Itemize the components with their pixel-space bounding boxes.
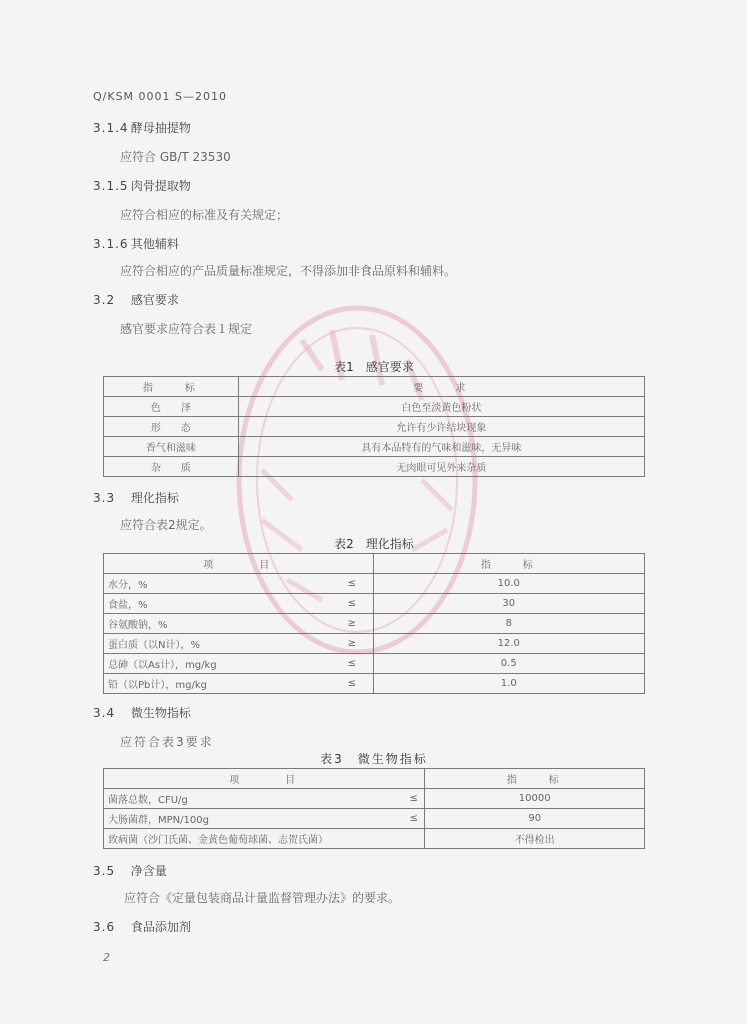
section-number: 3.4: [93, 706, 116, 720]
table-cell: 30: [373, 594, 645, 614]
table-cell: ≤: [403, 789, 425, 809]
table-cell: 香气和滋味: [104, 437, 239, 457]
table-row: [104, 614, 645, 634]
section-3-5-heading: [93, 864, 167, 878]
table-cell: ≤: [331, 594, 373, 614]
table-cell: ≤: [331, 654, 373, 674]
section-title: 酵母抽提物: [130, 121, 191, 135]
table-row: [104, 674, 645, 694]
section-3-2-heading: [93, 293, 179, 307]
section-3-3-heading: [93, 491, 179, 505]
section-3-1-5-heading: [93, 179, 191, 193]
table-row: [104, 829, 645, 849]
section-3-2-body: 感官要求应符合表１规定: [120, 322, 253, 336]
table-header-cell: 指 标: [425, 769, 645, 789]
table-2-caption: 表2 理化指标: [334, 537, 414, 551]
section-3-4-body: 应符合表3要求: [120, 735, 214, 749]
table-header-cell: 项 目: [104, 769, 425, 789]
table-cell: 水分，%: [104, 574, 332, 594]
table-cell: 致病菌（沙门氏菌、金黄色葡萄球菌、志贺氏菌）: [104, 829, 403, 849]
table-cell: 食盐，%: [104, 594, 332, 614]
section-3-1-6-heading: [93, 237, 179, 251]
table-header-row: [104, 554, 645, 574]
table-cell: [403, 829, 425, 849]
table-cell: 8: [373, 614, 645, 634]
section-3-5-body: 应符合《定量包装商品计量监督管理办法》的要求。: [124, 891, 401, 905]
section-title: 其他辅料: [130, 237, 179, 251]
section-number: 3.3: [93, 491, 116, 505]
table-row: [104, 634, 645, 654]
table-cell: ≥: [331, 614, 373, 634]
table-3-caption: 表3 微生物指标: [320, 752, 428, 766]
section-number: 3.2: [93, 293, 116, 307]
table-header-row: [104, 377, 645, 397]
table-cell: ≤: [331, 574, 373, 594]
section-3-4-heading: [93, 706, 191, 720]
table-cell: 10.0: [373, 574, 645, 594]
table-cell: 10000: [425, 789, 645, 809]
table-1-caption: 表1 感官要求: [334, 360, 414, 374]
table-cell: ≥: [331, 634, 373, 654]
table-cell: 12.0: [373, 634, 645, 654]
table-cell: 0.5: [373, 654, 645, 674]
table-cell: 杂 质: [104, 457, 239, 477]
table-cell: 允许有少许结块现象: [238, 417, 644, 437]
section-number: 3.6: [93, 920, 116, 934]
table-2-physicochemical: [103, 553, 645, 694]
table-header-cell: 项 目: [104, 554, 374, 574]
table-cell: 形 态: [104, 417, 239, 437]
table-cell: 色 泽: [104, 397, 239, 417]
section-number: 3.5: [93, 864, 116, 878]
table-row: [104, 594, 645, 614]
table-cell: 总砷（以As计），mg/kg: [104, 654, 332, 674]
table-cell: 白色至淡黄色粉状: [238, 397, 644, 417]
table-cell: 铅（以Pb计），mg/kg: [104, 674, 332, 694]
section-3-1-5-body: 应符合相应的标准及有关规定；: [120, 208, 289, 222]
section-title: 理化指标: [130, 491, 179, 505]
table-row: [104, 437, 645, 457]
table-row: [104, 789, 645, 809]
table-1-sensory: [103, 376, 645, 477]
section-title: 微生物指标: [130, 706, 191, 720]
table-cell: 无肉眼可见外来杂质: [238, 457, 644, 477]
table-cell: 菌落总数，CFU/g: [104, 789, 403, 809]
page-number: 2: [103, 951, 110, 964]
table-cell: 1.0: [373, 674, 645, 694]
section-number: 3.1.6: [93, 237, 129, 251]
section-3-1-6-body: 应符合相应的产品质量标准规定，不得添加非食品原料和辅料。: [120, 264, 457, 278]
section-3-1-4-heading: [93, 121, 191, 135]
section-number: 3.1.4: [93, 121, 129, 135]
section-number: 3.1.5: [93, 179, 129, 193]
table-row: [104, 574, 645, 594]
section-title: 感官要求: [130, 293, 179, 307]
table-cell: 90: [425, 809, 645, 829]
table-row: [104, 809, 645, 829]
section-title: 净含量: [130, 864, 167, 878]
table-row: [104, 457, 645, 477]
table-cell: ≤: [331, 674, 373, 694]
table-row: [104, 417, 645, 437]
section-3-1-4-body: 应符合 GB/T 23530: [120, 150, 231, 164]
table-header-row: [104, 769, 645, 789]
table-header-cell: 指 标: [104, 377, 239, 397]
table-cell: 谷氨酸钠，%: [104, 614, 332, 634]
table-3-microbiological: [103, 768, 645, 849]
section-3-3-body: 应符合表2规定。: [120, 518, 212, 532]
table-cell: ≤: [403, 809, 425, 829]
table-row: [104, 397, 645, 417]
table-row: [104, 654, 645, 674]
table-cell: 不得检出: [425, 829, 645, 849]
table-header-cell: 指 标: [373, 554, 645, 574]
section-title: 食品添加剂: [130, 920, 191, 934]
document-code: Q/KSM 0001 S—2010: [93, 90, 228, 103]
table-cell: 大肠菌群，MPN/100g: [104, 809, 403, 829]
table-header-cell: 要 求: [238, 377, 644, 397]
section-3-6-heading: [93, 920, 191, 934]
section-title: 肉骨提取物: [130, 179, 191, 193]
table-cell: 蛋白质（以N计），%: [104, 634, 332, 654]
table-cell: 具有本品特有的气味和滋味，无异味: [238, 437, 644, 457]
